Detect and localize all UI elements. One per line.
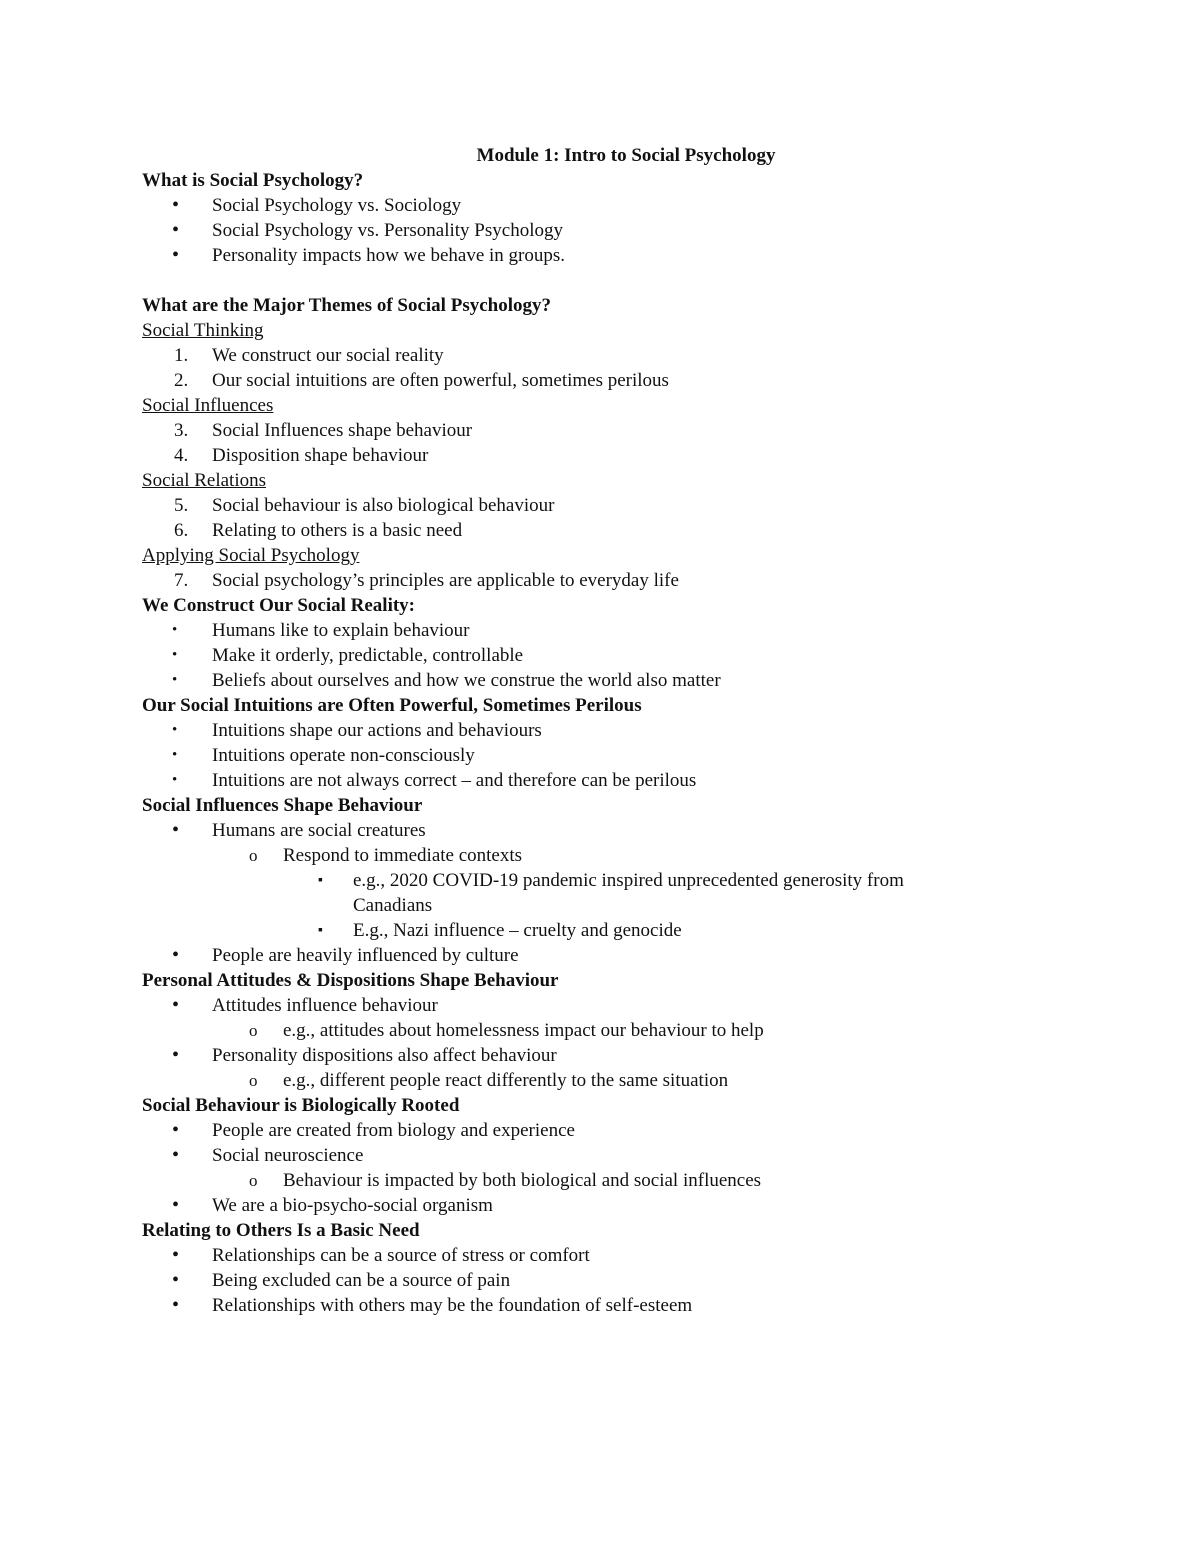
bullet-icon: • — [172, 219, 180, 241]
bullet-icon: • — [172, 244, 180, 266]
bullet-icon: • — [172, 772, 178, 788]
bullet-icon: • — [172, 1044, 180, 1066]
circle-bullet-icon: o — [249, 1171, 258, 1190]
square-bullet-icon: ▪ — [318, 923, 323, 938]
list-item: • Personality dispositions also affect behaviour — [172, 1044, 557, 1066]
list-item: • Social Psychology vs. Personality Psychology — [172, 219, 563, 241]
section-heading-intuitions: Our Social Intuitions are Often Powerful, Sometimes Perilous — [142, 695, 642, 716]
bullet-icon: • — [172, 1244, 180, 1266]
list-item: o e.g., attitudes about homelessness impact our behaviour to help — [249, 1020, 764, 1041]
list-item: ▪ e.g., 2020 COVID-19 pandemic inspired unprecedented generosity from — [318, 870, 904, 891]
list-item: • Intuitions operate non-consciously — [172, 745, 475, 766]
spacer — [142, 268, 1050, 293]
list-item: • Being excluded can be a source of pain — [172, 1269, 511, 1291]
bullet-icon: • — [172, 747, 178, 763]
section-heading-relating: Relating to Others Is a Basic Need — [142, 1220, 420, 1241]
list-item: o Respond to immediate contexts — [249, 845, 523, 866]
bullet-icon: • — [172, 1119, 180, 1141]
bullet-icon: • — [172, 647, 178, 663]
subheading-social-thinking: Social Thinking — [142, 320, 264, 341]
section-heading-attitudes: Personal Attitudes & Dispositions Shape Behaviour — [142, 970, 559, 991]
bullet-icon: • — [172, 722, 178, 738]
bullet-icon: • — [172, 1144, 180, 1166]
list-item: o e.g., different people react differently to the same situation — [249, 1070, 729, 1091]
list-item-continuation: Canadians — [353, 895, 433, 916]
numbered-item: 1. We construct our social reality — [174, 345, 444, 366]
list-item: • Humans are social creatures — [172, 819, 426, 841]
list-item: • People are created from biology and experience — [172, 1119, 575, 1141]
list-item: o Behaviour is impacted by both biological and social influences — [249, 1170, 762, 1191]
subheading-social-influences: Social Influences — [142, 395, 274, 416]
list-item: • Relationships can be a source of stress or comfort — [172, 1244, 590, 1266]
section-heading-influences-shape: Social Influences Shape Behaviour — [142, 795, 423, 816]
document-title: Module 1: Intro to Social Psychology — [476, 145, 776, 166]
numbered-item: 2. Our social intuitions are often powerful, sometimes perilous — [174, 370, 669, 391]
bullet-icon: • — [172, 1294, 180, 1316]
list-item: • Personality impacts how we behave in groups. — [172, 244, 566, 266]
bullet-icon: • — [172, 944, 180, 966]
list-item: • People are heavily influenced by culture — [172, 944, 519, 966]
section-heading-themes: What are the Major Themes of Social Psychology? — [142, 295, 551, 316]
list-item: • We are a bio-psycho-social organism — [172, 1194, 493, 1216]
square-bullet-icon: ▪ — [318, 873, 323, 888]
numbered-item: 4. Disposition shape behaviour — [174, 445, 429, 466]
bullet-icon: • — [172, 622, 178, 638]
subheading-applying: Applying Social Psychology — [142, 545, 360, 566]
circle-bullet-icon: o — [249, 1071, 258, 1090]
numbered-item: 6. Relating to others is a basic need — [174, 520, 463, 541]
numbered-item: 7. Social psychology’s principles are applicable to everyday life — [174, 570, 679, 591]
list-item: • Humans like to explain behaviour — [172, 620, 470, 641]
bullet-icon: • — [172, 819, 180, 841]
list-item: • Relationships with others may be the foundation of self-esteem — [172, 1294, 693, 1316]
section-heading-biological: Social Behaviour is Biologically Rooted — [142, 1095, 460, 1116]
bullet-icon: • — [172, 1269, 180, 1291]
bullet-icon: • — [172, 994, 180, 1016]
bullet-icon: • — [172, 1194, 180, 1216]
list-item: • Beliefs about ourselves and how we construe the world also matter — [172, 670, 721, 691]
numbered-item: 5. Social behaviour is also biological behaviour — [174, 495, 555, 516]
section-heading-what-is: What is Social Psychology? — [142, 170, 364, 191]
list-item: • Social Psychology vs. Sociology — [172, 194, 462, 216]
bullet-icon: • — [172, 194, 180, 216]
list-item: • Intuitions shape our actions and behaviours — [172, 720, 542, 741]
list-item: ▪ E.g., Nazi influence – cruelty and genocide — [318, 920, 682, 941]
bullet-icon: • — [172, 672, 178, 688]
subheading-social-relations: Social Relations — [142, 470, 267, 491]
list-item: • Social neuroscience — [172, 1144, 364, 1166]
circle-bullet-icon: o — [249, 1021, 258, 1040]
circle-bullet-icon: o — [249, 846, 258, 865]
list-item: • Intuitions are not always correct – and therefore can be perilous — [172, 770, 697, 791]
section-heading-construct: We Construct Our Social Reality: — [142, 595, 416, 616]
numbered-item: 3. Social Influences shape behaviour — [174, 420, 473, 441]
list-item: • Make it orderly, predictable, controllable — [172, 645, 524, 666]
list-item: • Attitudes influence behaviour — [172, 994, 438, 1016]
